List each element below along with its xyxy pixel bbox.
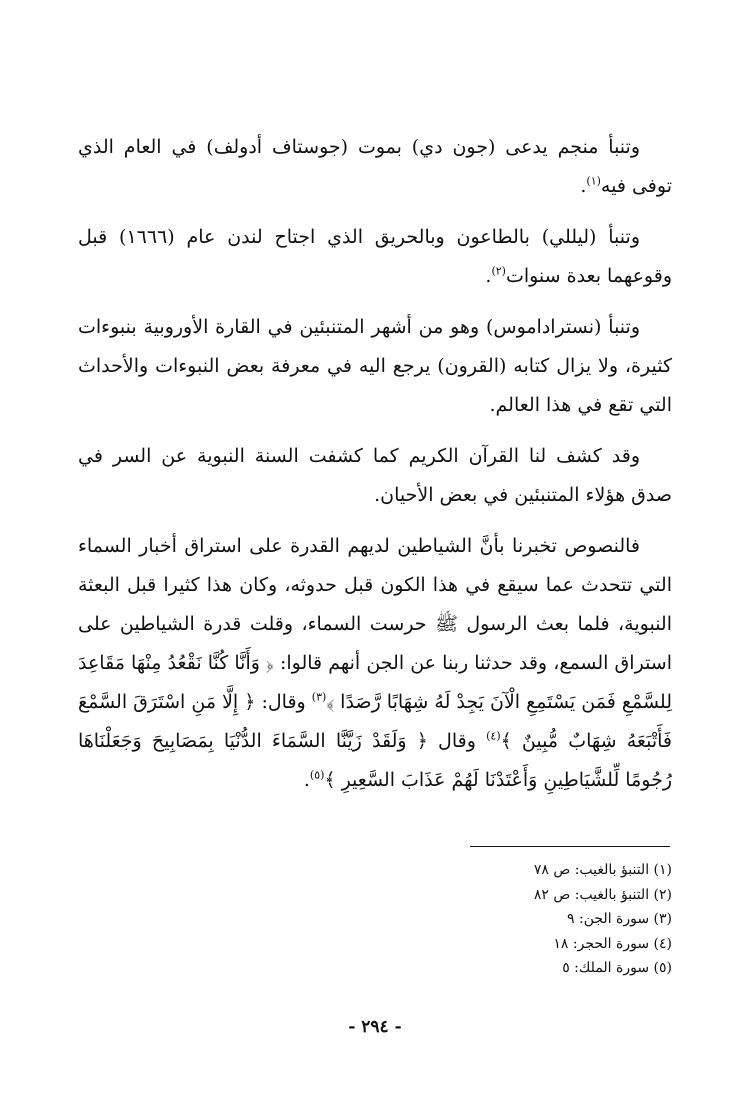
footnotes (372, 858, 672, 981)
paragraph: وتنبأ (ليللي) بالطاعون وبالحريق الذي اجتاح لندن عام (١٦٦٦) قبل وقوعهما بعدة سنوات$^{(٢)}$. (78, 226, 672, 287)
footnote: (٥) سورة الملك: ٥ (562, 960, 672, 976)
footnote-ref: (٤) (486, 729, 501, 743)
footnote-ref: (٢) (491, 264, 506, 278)
quran-quote: ﴿ وَلَقَدْ زَيَّنَّا السَّمَاءَ الدُّنْيَا بِمَصَابِيحَ وَجَعَلْنَاهَا رُجُومًا لِّلشَّيَاطِينِ وَأَعْتَدْنَا لَهُمْ عَذَابَ السَّعِيرِ ﴾ (78, 730, 672, 791)
footnote: (٢) التنبؤ بالغيب: ص ٨٢ (533, 886, 672, 903)
body-text (78, 128, 672, 812)
footnote-divider (470, 846, 670, 847)
page-number: - ٢٩٤ - (348, 1017, 402, 1037)
paragraph: وقد كشف لنا القرآن الكريم كما كشفت السنة النبوية عن السر في صدق هؤلاء المتنبئين في بعض الأحيان. (78, 445, 672, 506)
paragraph: وتنبأ (نسترادامو‏س) وهو من أشهر المتنبئين في القارة الأوروبية بنبوءات كثيرة، ولا يزال كتابه (القرون) يرجع اليه في معرفة بعض النبوءات والأحداث التي تقع في هذا العالم. (78, 316, 672, 416)
footnote: (١) التنبؤ بالغيب: ص ٧٨ (533, 862, 672, 878)
paragraph-with-quotes: فالنصوص تخبرنا بأنَّ الشياطين لديهم القدرة على استراق أخبار السماء التي تتحدث عما سيقع في هذا الكون قبل حدوثه، وكان هذا كثيرا قبل البعثة النبوية، فلما بعث الرسول ﷺ حرست السماء، وقلت قدرة الشياطين على استراق السمع، وقد حدثنا ربنا عن الجن أنهم قالوا: ﴿ وَأَنَّا كُنَّا نَقْعُدُ مِنْهَا مَقَاعِدَ لِلسَّمْعِ فَمَن يَسْتَمِعِ الْآنَ يَجِدْ لَهُ شِهَابًا رَّصَدًا ﴾$^{(٣)}$ وقال: ﴿ إِلَّا مَنِ اسْتَرَقَ السَّمْعَ فَأَتْبَعَهُ شِهَابٌ مُّبِينٌ ﴾$^{(٤)}$ وقال ﴿ وَلَقَدْ زَيَّنَّا السَّمَاءَ الدُّنْيَا بِمَصَابِيحَ وَجَعَلْنَاهَا رُجُومًا لِّلشَّيَاطِينِ وَأَعْتَدْنَا لَهُمْ عَذَابَ السَّعِيرِ ﴾$^{(٥)}$. (78, 535, 672, 791)
footnote-ref: (١) (586, 174, 601, 188)
footnote: (٣) سورة الجن: ٩ (567, 911, 672, 927)
quran-quote: ﴿ وَأَنَّا كُنَّا نَقْعُدُ مِنْهَا مَقَاعِدَ لِلسَّمْعِ فَمَن يَسْتَمِعِ الْآنَ يَجِدْ لَهُ شِهَابًا رَّصَدًا ﴾ (78, 652, 672, 713)
quran-quote: ﴿ إِلَّا مَنِ اسْتَرَقَ السَّمْعَ فَأَتْبَعَهُ شِهَابٌ مُّبِينٌ ﴾ (78, 691, 672, 752)
footnote: (٤) سورة الحجر: ١٨ (553, 935, 672, 952)
footnote-ref: (٣) (311, 690, 327, 704)
paragraph: وتنبأ منجم يدعى (جون دي) بموت (جوستاف أدولف) في العام الذي توفى فيه$^{(١)}$. (78, 136, 672, 197)
footnote-ref: (٥) (309, 768, 325, 782)
